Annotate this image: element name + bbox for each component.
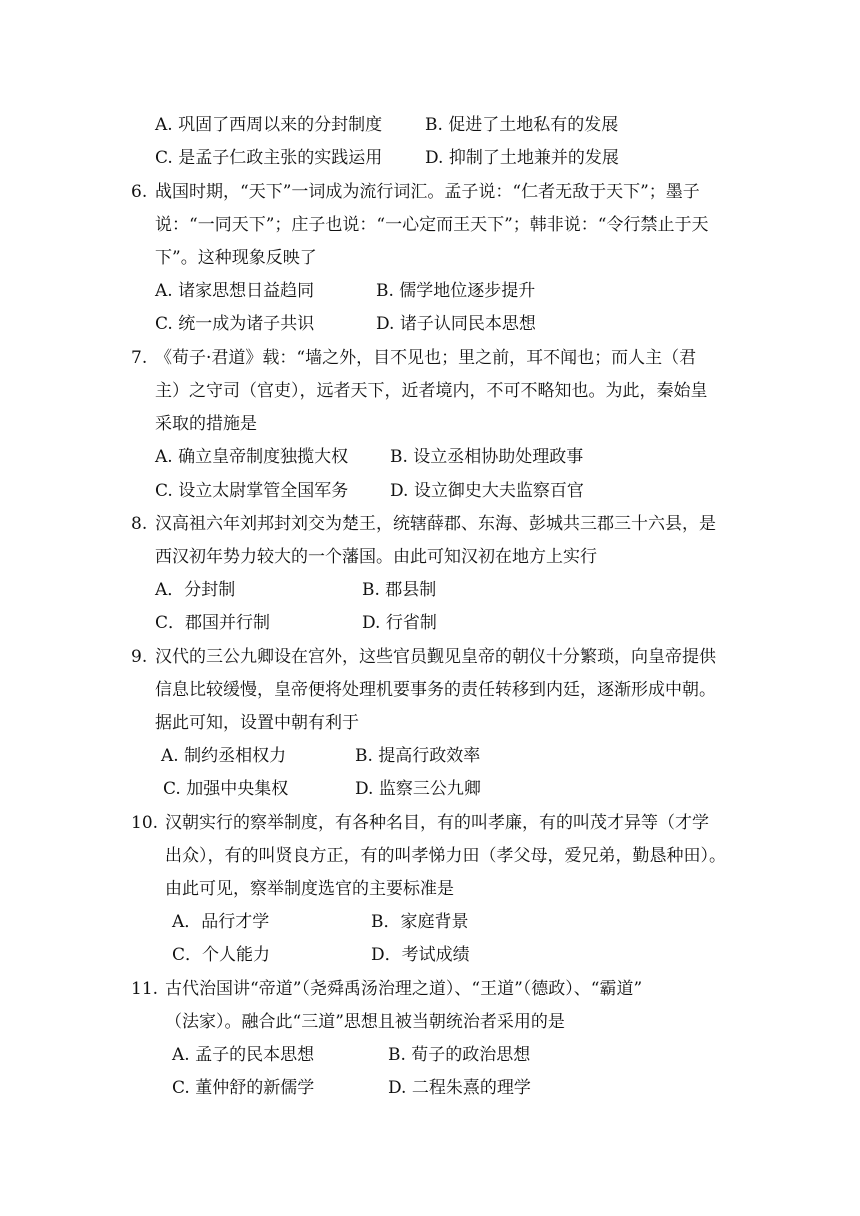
q8-option-c: C．郡国并行制: [155, 613, 271, 633]
q6-stem-line: 下”。这种现象反映了: [155, 248, 317, 268]
q10-option-b: B．家庭背景: [371, 912, 469, 932]
q9-option-b: B. 提高行政效率: [355, 746, 481, 766]
q7-stem-line: 主）之守司（官吏），远者天下，近者境内，不可不略知也。为此，秦始皇: [155, 381, 708, 401]
q8-stem-line: 西汉初年势力较大的一个藩国。由此可知汉初在地方上实行: [155, 547, 597, 567]
q11-stem-line: 古代治国讲“帝道”（尧舜禹汤治理之道）、“王道”（德政）、“霸道”: [165, 979, 643, 999]
q5-option-a: A. 巩固了西周以来的分封制度: [155, 115, 383, 135]
q10-option-c: C．个人能力: [172, 945, 271, 965]
q7-option-d: D. 设立御史大夫监察百官: [390, 481, 584, 501]
q10-option-a: A．品行才学: [172, 912, 270, 932]
q6-option-a: A. 诸家思想日益趋同: [155, 281, 315, 301]
q9-option-d: D. 监察三公九卿: [355, 779, 481, 799]
q10-stem-line: 出众），有的叫贤良方正，有的叫孝悌力田（孝父母，爱兄弟，勤恳种田）。: [165, 846, 726, 866]
q7-number: 7.: [131, 348, 148, 368]
q11-number: 11.: [131, 979, 159, 999]
q7-stem-line: 采取的措施是: [155, 414, 257, 434]
q7-option-b: B. 设立丞相协助处理政事: [390, 447, 584, 467]
q7-option-a: A. 确立皇帝制度独揽大权: [155, 447, 349, 467]
q11-option-c: C. 董仲舒的新儒学: [172, 1078, 315, 1098]
q10-option-d: D．考试成绩: [371, 945, 470, 965]
q5-option-d: D. 抑制了土地兼并的发展: [425, 148, 619, 168]
q9-option-c: C. 加强中央集权: [163, 779, 289, 799]
q8-option-a: A．分封制: [155, 580, 236, 600]
q11-option-b: B. 荀子的政治思想: [388, 1045, 531, 1065]
q5-option-b: B. 促进了土地私有的发展: [425, 115, 619, 135]
q6-number: 6.: [131, 182, 148, 202]
q11-option-d: D. 二程朱熹的理学: [388, 1078, 531, 1098]
q5-option-c: C. 是孟子仁政主张的实践运用: [155, 148, 383, 168]
q9-option-a: A. 制约丞相权力: [161, 746, 287, 766]
q6-option-b: B. 儒学地位逐步提升: [376, 281, 536, 301]
q6-option-c: C. 统一成为诸子共识: [155, 314, 315, 334]
q7-option-c: C. 设立太尉掌管全国军务: [155, 481, 349, 501]
q8-option-d: D. 行省制: [362, 613, 437, 633]
q6-stem-line: 战国时期，“天下”一词成为流行词汇。孟子说：“仁者无敌于天下”；墨子: [155, 182, 700, 202]
q10-stem-line: 由此可见，察举制度选官的主要标准是: [165, 879, 454, 899]
q8-number: 8.: [131, 514, 148, 534]
q6-stem-line: 说：“一同天下”；庄子也说：“一心定而王天下”；韩非说：“令行禁止于天: [155, 215, 709, 235]
q9-stem-line: 信息比较缓慢，皇帝便将处理机要事务的责任转移到内廷，逐渐形成中朝。: [155, 680, 716, 700]
q8-option-b: B. 郡县制: [362, 580, 437, 600]
q10-stem-line: 汉朝实行的察举制度，有各种名目，有的叫孝廉，有的叫茂才异等（才学: [165, 813, 709, 833]
q9-number: 9.: [131, 647, 148, 667]
q9-stem-line: 据此可知，设置中朝有利于: [155, 713, 359, 733]
q9-stem-line: 汉代的三公九卿设在宫外，这些官员觐见皇帝的朝仪十分繁琐，向皇帝提供: [155, 647, 716, 667]
q11-stem-line: （法家）。融合此“三道”思想且被当朝统治者采用的是: [165, 1012, 565, 1032]
q10-number: 10.: [131, 813, 159, 833]
q8-stem-line: 汉高祖六年刘邦封刘交为楚王，统辖薛郡、东海、彭城共三郡三十六县，是: [155, 514, 716, 534]
q6-option-d: D. 诸子认同民本思想: [376, 314, 536, 334]
q11-option-a: A. 孟子的民本思想: [172, 1045, 315, 1065]
q7-stem-line: 《荀子·君道》载：“墙之外，目不见也；里之前，耳不闻也；而人主（君: [155, 348, 697, 368]
